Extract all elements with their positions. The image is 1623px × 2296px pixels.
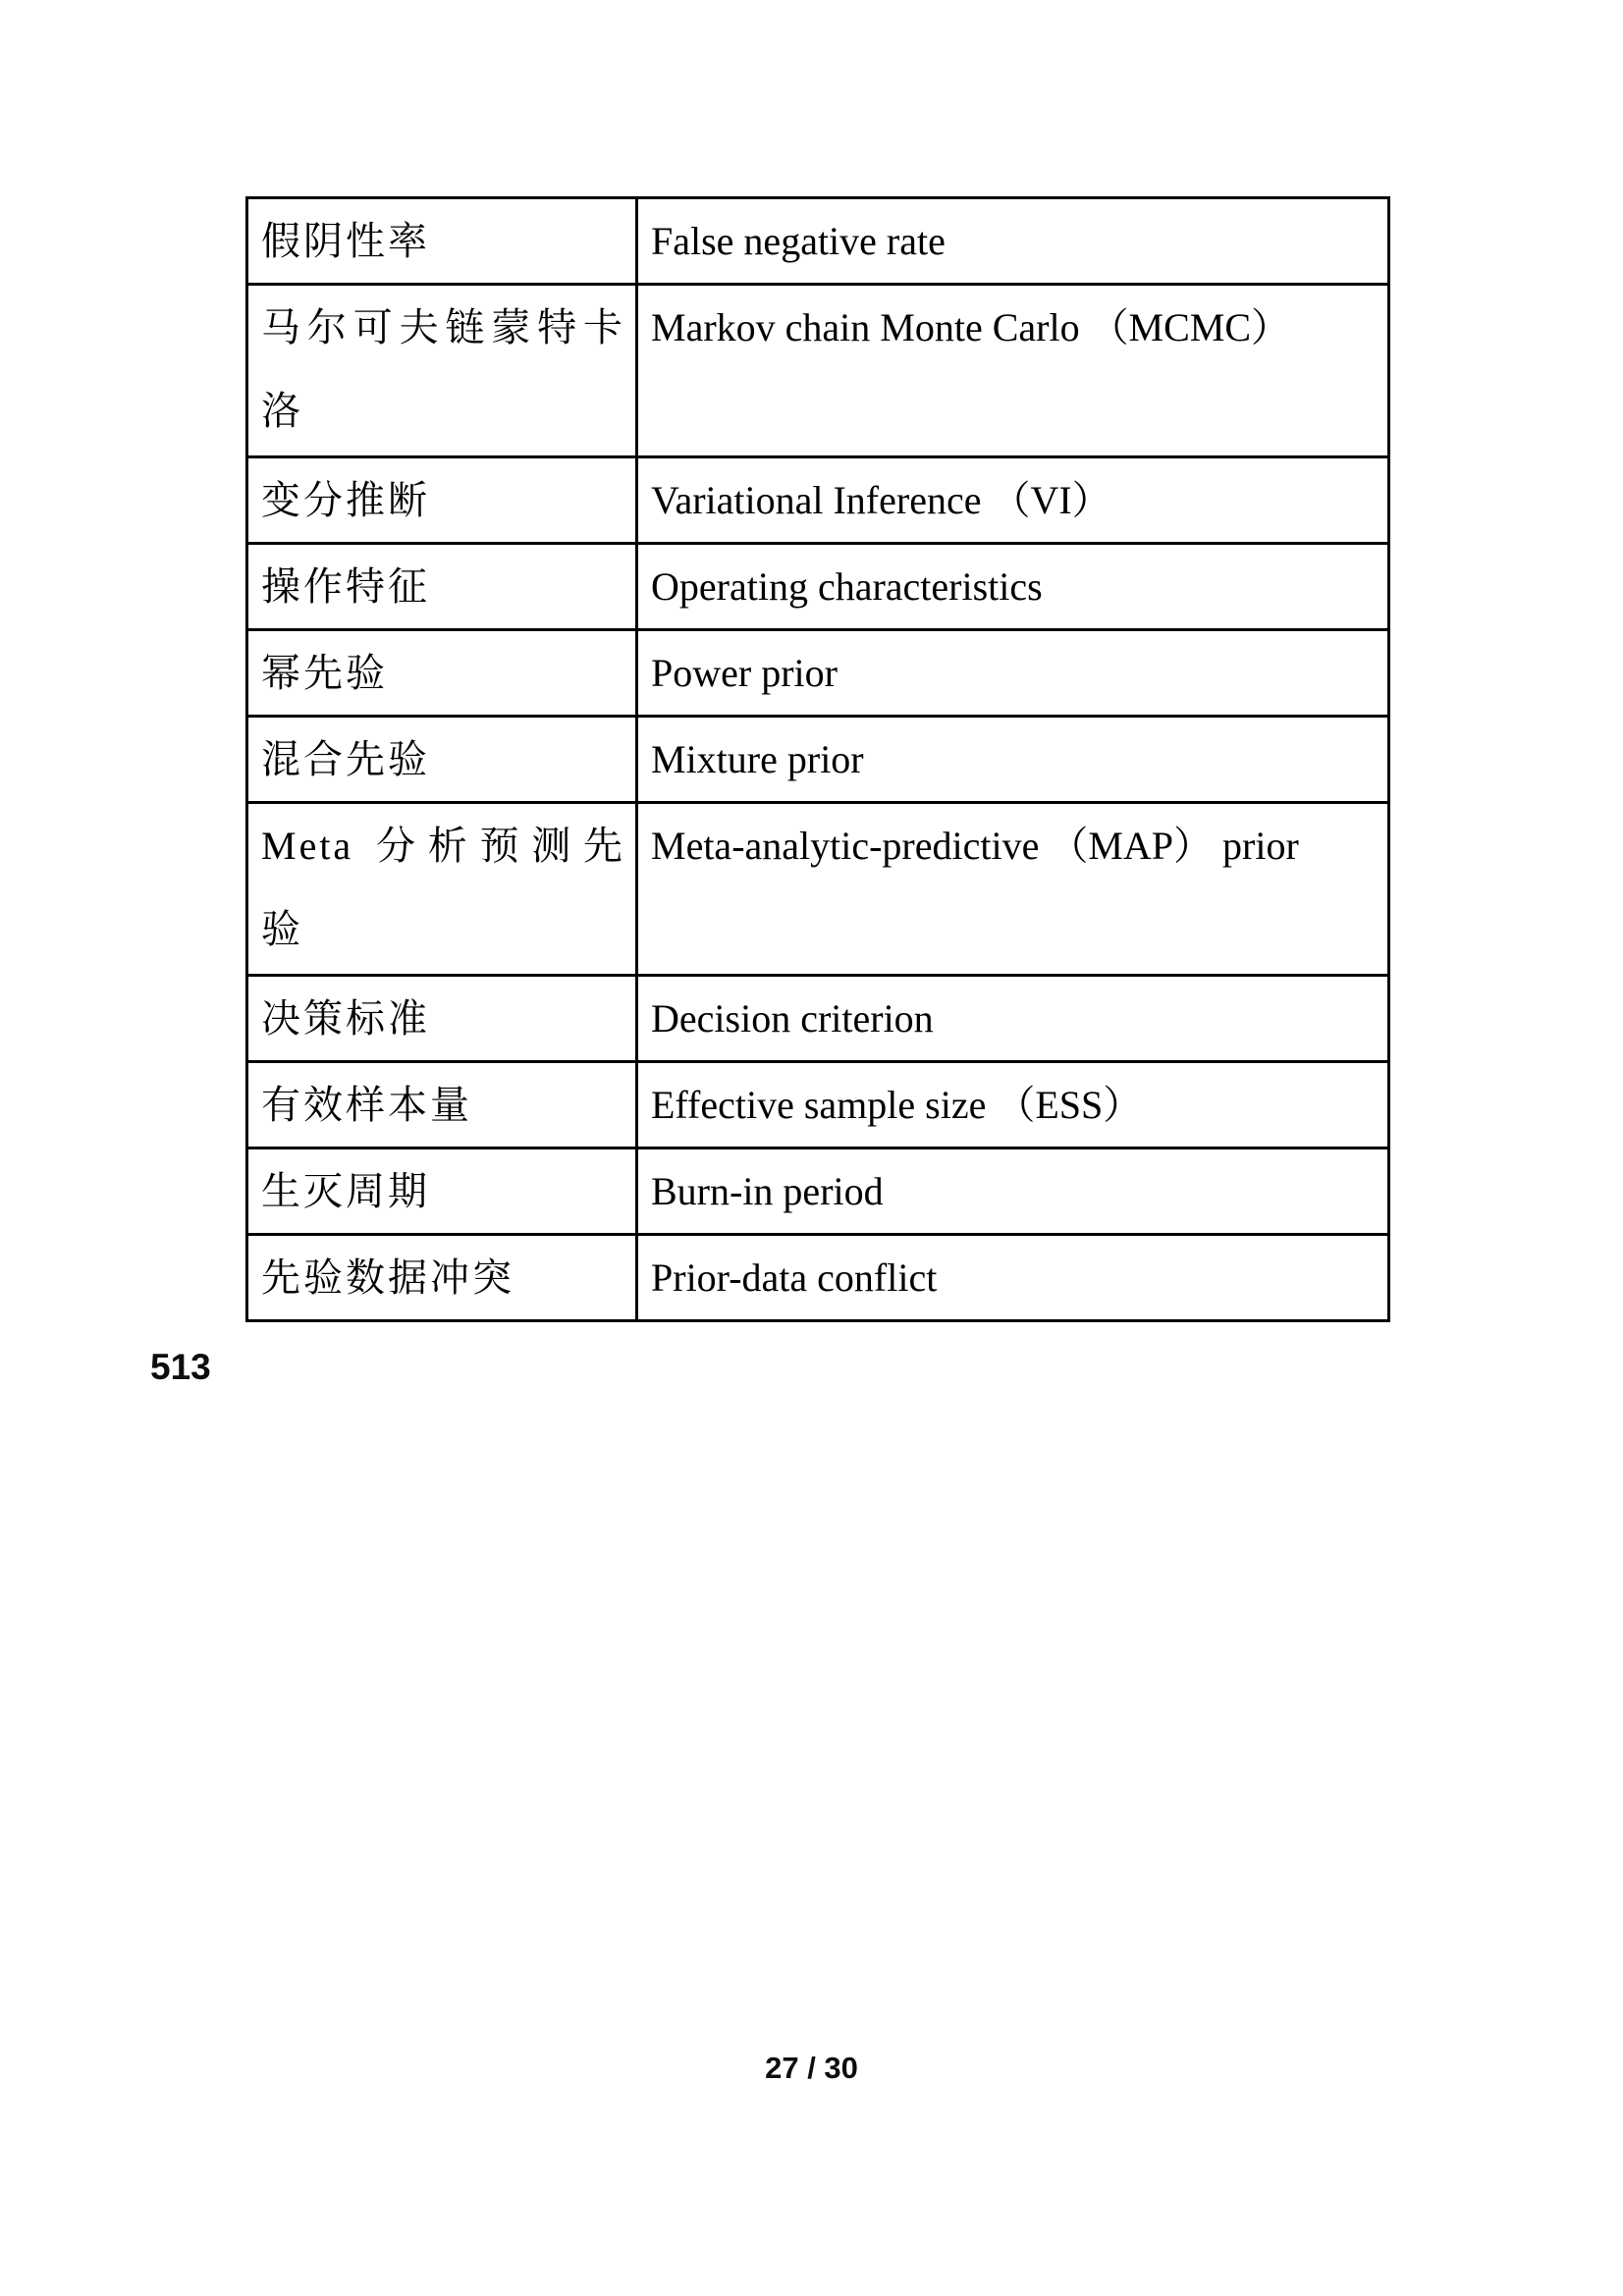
term-zh-cell [247,717,637,803]
table-row [247,630,1389,717]
term-en-cell [637,1062,1389,1148]
term-zh-cell [247,544,637,630]
term-en: False negative rate [651,219,946,263]
term-zh-cell [247,976,637,1062]
term-zh: 决策标准 [261,996,430,1041]
term-en: Mixture prior [651,737,864,781]
table-row [247,803,1389,976]
term-zh: 变分推断 [261,478,430,522]
term-en: Variational Inference （VI） [651,478,1111,522]
term-zh: 生灭周期 [261,1169,430,1213]
table-row [247,976,1389,1062]
term-zh-cell [247,1148,637,1235]
term-zh: 先验数据冲突 [261,1255,514,1300]
page-indicator: 27 / 30 [765,2051,858,2085]
table-row [247,457,1389,544]
term-en-cell [637,198,1389,285]
term-zh: 混合先验 [261,737,430,781]
term-en: Decision criterion [651,996,934,1041]
table-row [247,717,1389,803]
term-en: Prior-data conflict [651,1255,938,1300]
term-zh-cell [247,457,637,544]
term-en-cell [637,285,1389,457]
table-row [247,1235,1389,1321]
term-en-cell [637,544,1389,630]
term-zh: 有效样本量 [261,1083,472,1127]
term-en-cell [637,457,1389,544]
margin-line-number: 513 [150,1347,211,1387]
term-zh-line2: 验 [261,907,303,951]
table-row [247,285,1389,457]
term-en: Burn-in period [651,1169,884,1213]
term-zh-line1: Meta 分析预测先 [261,824,625,868]
term-zh-cell [247,803,637,976]
term-zh: 幂先验 [261,651,388,695]
table-row [247,1148,1389,1235]
term-zh: 操作特征 [261,564,430,609]
term-en-cell [637,1235,1389,1321]
term-en-cell [637,1148,1389,1235]
term-zh-cell [247,1062,637,1148]
term-zh-cell [247,285,637,457]
term-en: Markov chain Monte Carlo （MCMC） [651,305,1291,349]
term-en-cell [637,717,1389,803]
term-en-cell [637,803,1389,976]
term-en: Power prior [651,651,838,695]
term-en: Meta-analytic-predictive （MAP） prior [651,824,1299,868]
term-zh: 假阴性率 [261,219,430,263]
table-row [247,1062,1389,1148]
term-en-cell [637,976,1389,1062]
term-zh-cell [247,630,637,717]
term-en-cell [637,630,1389,717]
term-zh-cell [247,1235,637,1321]
glossary-table [245,196,1390,1322]
table-row [247,198,1389,285]
table-row [247,544,1389,630]
term-zh-cell [247,198,637,285]
term-zh-line2: 洛 [261,389,303,433]
term-en: Operating characteristics [651,564,1043,609]
term-en: Effective sample size （ESS） [651,1083,1143,1127]
term-zh-line1: 马尔可夫链蒙特卡 [261,305,625,349]
